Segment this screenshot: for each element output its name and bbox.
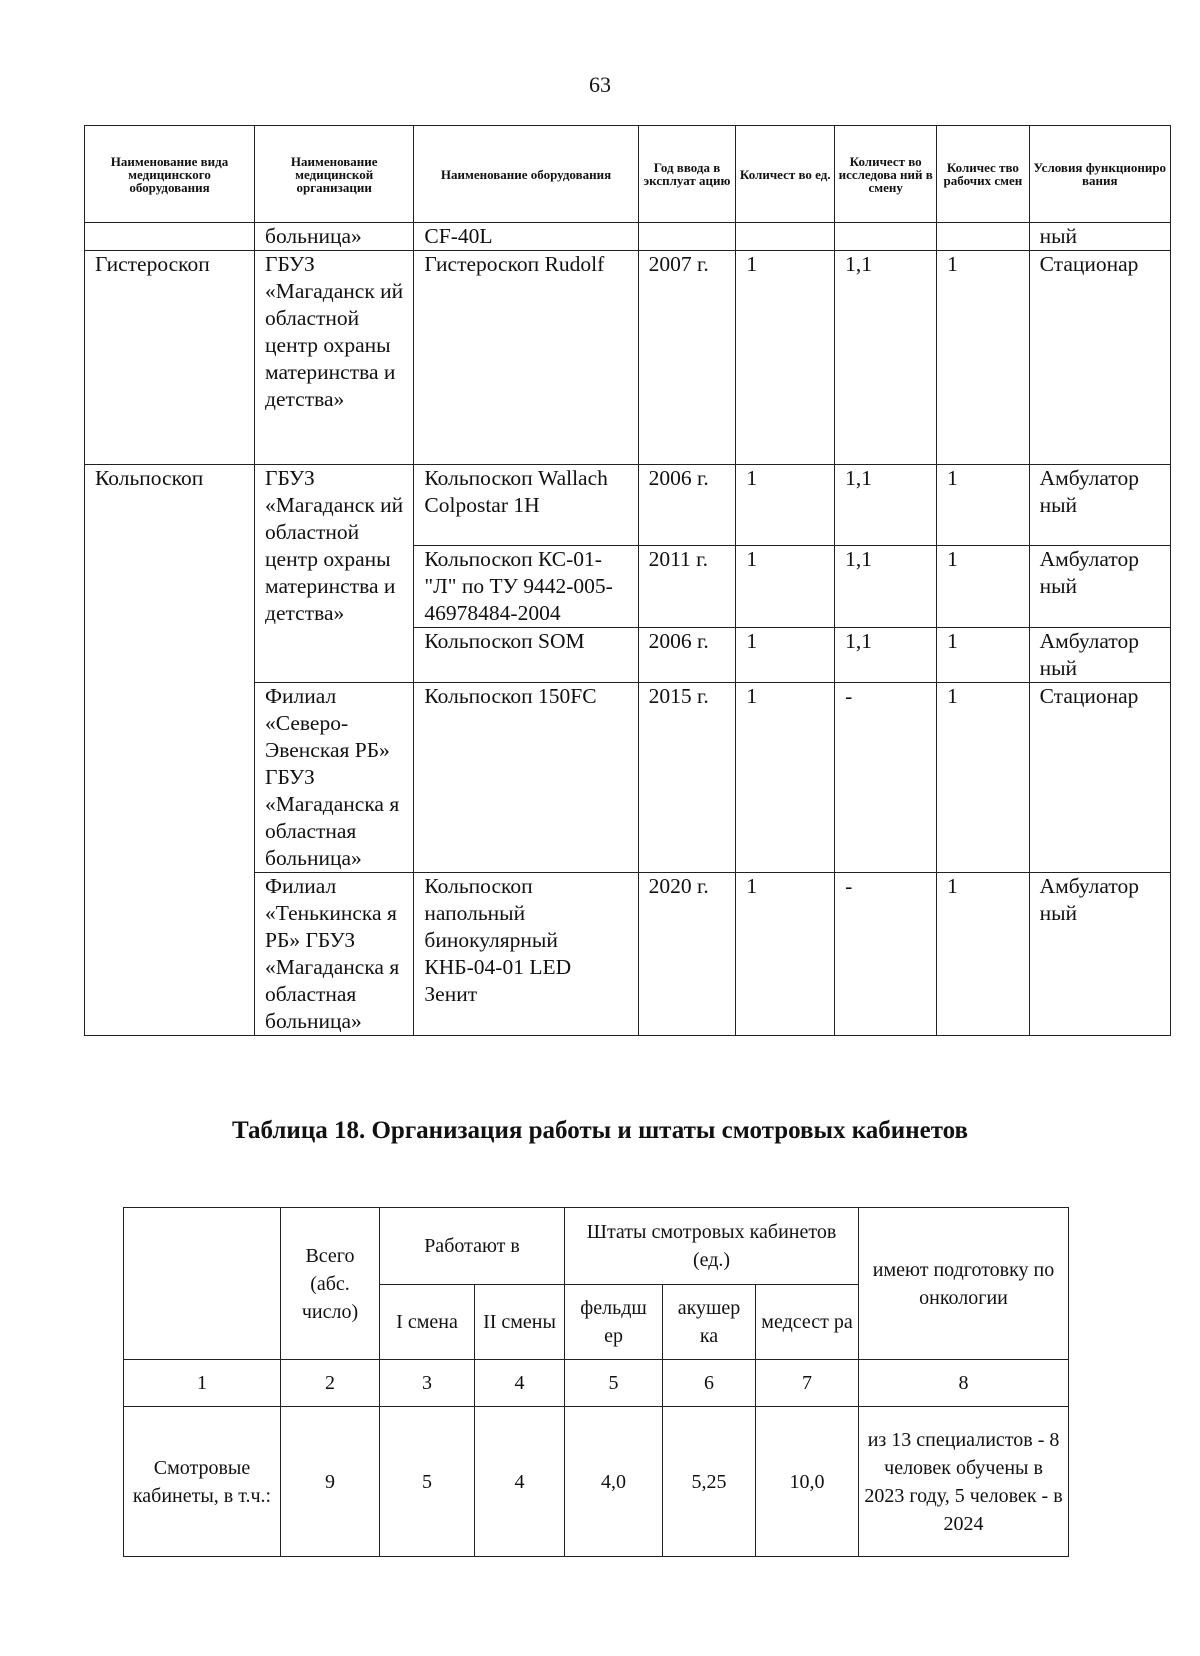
header-cell: Наименование оборудования (414, 126, 638, 223)
table-cell: Кольпоскоп (85, 465, 255, 1036)
header-cell: имеют подготовку по онкологии (859, 1208, 1069, 1360)
table-row (85, 251, 1171, 465)
table-cell: Кольпоскоп 150FC (414, 683, 638, 873)
table-row (85, 223, 1171, 251)
header-cell: Наименование медицинской организации (255, 126, 414, 223)
table-cell: 1,1 (835, 628, 937, 683)
table-cell: Кольпоскоп напольный бинокулярный КНБ-04-01 LED Зенит (414, 873, 638, 1036)
table-cell: 8 (859, 1360, 1069, 1407)
table-cell: ный (1029, 223, 1170, 251)
table-cell: 2006 г. (638, 465, 736, 546)
header-cell: Год ввода в эксплуат ацию (638, 126, 736, 223)
table-cell: 10,0 (756, 1407, 859, 1557)
table-cell: Филиал «Тенькинска я РБ» ГБУЗ «Магаданска я областная больница» (255, 873, 414, 1036)
table-cell: 1,1 (835, 251, 937, 465)
table-cell: ГБУЗ «Магаданск ий областной центр охраны материнства и детства» (255, 465, 414, 683)
table-cell: 5 (380, 1407, 475, 1557)
table-cell: больница» (255, 223, 414, 251)
table-cell: Амбулатор ный (1029, 465, 1170, 546)
table-cell: 2007 г. (638, 251, 736, 465)
header-cell: акушер ка (663, 1285, 756, 1360)
table-cell: 3 (380, 1360, 475, 1407)
table-cell: 9 (281, 1407, 380, 1557)
table-cell: 1,1 (835, 465, 937, 546)
table-cell: 1,1 (835, 546, 937, 628)
table-cell: 1 (736, 683, 835, 873)
table-cell: 1 (736, 628, 835, 683)
table-cell: 2015 г. (638, 683, 736, 873)
table-cell: Стационар (1029, 683, 1170, 873)
table-cell (937, 223, 1029, 251)
table-header-row (85, 126, 1171, 223)
table-cell (835, 223, 937, 251)
header-cell: II смены (475, 1285, 565, 1360)
table-cell: 1 (937, 465, 1029, 546)
table-cell: 2020 г. (638, 873, 736, 1036)
table-cell: Кольпоскоп Wallach Colpostar 1H (414, 465, 638, 546)
table-cell: Филиал «Северо-Эвенская РБ» ГБУЗ «Магаданска я областная больница» (255, 683, 414, 873)
table-cell (736, 223, 835, 251)
equipment-table (84, 125, 1171, 1036)
table-cell: 1 (736, 465, 835, 546)
table-cell: 1 (124, 1360, 281, 1407)
table-cell: ГБУЗ «Магаданск ий областной центр охраны материнства и детства» (255, 251, 414, 465)
table-cell: 1 (937, 873, 1029, 1036)
table-cell: Амбулатор ный (1029, 628, 1170, 683)
table-cell: 1 (937, 683, 1029, 873)
header-cell: Всего (абс. число) (281, 1208, 380, 1360)
table-cell (638, 223, 736, 251)
table-cell: Гистероскоп Rudolf (414, 251, 638, 465)
table-header-row (124, 1208, 1069, 1285)
table-cell: Гистероскоп (85, 251, 255, 465)
exam-rooms-table (123, 1207, 1069, 1557)
header-cell: I смена (380, 1285, 475, 1360)
table-cell: Смотровые кабинеты, в т.ч.: (124, 1407, 281, 1557)
page-number: 63 (589, 72, 611, 97)
table-cell: 1 (736, 546, 835, 628)
table-cell: 1 (937, 251, 1029, 465)
table-cell: - (835, 873, 937, 1036)
header-cell: Наименование вида медицинского оборудования (85, 126, 255, 223)
header-cell: Количес тво рабочих смен (937, 126, 1029, 223)
table-cell: Стационар (1029, 251, 1170, 465)
table-cell: 2 (281, 1360, 380, 1407)
table-cell: 4,0 (565, 1407, 663, 1557)
table-cell: 5,25 (663, 1407, 756, 1557)
table-row (85, 465, 1171, 546)
table-cell: 1 (937, 546, 1029, 628)
header-cell (124, 1208, 281, 1360)
table-title: Таблица 18. Организация работы и штаты смотровых кабинетов (231, 1117, 969, 1144)
table-cell: CF-40L (414, 223, 638, 251)
table-cell: 2011 г. (638, 546, 736, 628)
table-cell: Кольпоскоп SOM (414, 628, 638, 683)
table-cell: Амбулатор ный (1029, 873, 1170, 1036)
table-cell: 1 (736, 873, 835, 1036)
table-cell: 2006 г. (638, 628, 736, 683)
table-cell: из 13 специалистов - 8 человек обучены в 2023 году, 5 человек - в 2024 (859, 1407, 1069, 1557)
header-cell: Количест во исследова ний в смену (835, 126, 937, 223)
header-cell: медсест ра (756, 1285, 859, 1360)
table-cell: Амбулатор ный (1029, 546, 1170, 628)
table-row (124, 1407, 1069, 1557)
table-cell: - (835, 683, 937, 873)
table-cell: 4 (475, 1360, 565, 1407)
table-cell: 6 (663, 1360, 756, 1407)
table-cell (85, 223, 255, 251)
header-cell: Штаты смотровых кабинетов (ед.) (565, 1208, 859, 1285)
table-cell: 1 (937, 628, 1029, 683)
table-row (124, 1360, 1069, 1407)
header-cell: Условия функциониро вания (1029, 126, 1170, 223)
table-cell: 4 (475, 1407, 565, 1557)
header-cell: Количест во ед. (736, 126, 835, 223)
header-cell: фельдш ер (565, 1285, 663, 1360)
table-cell: Кольпоскоп КС-01-"Л" по ТУ 9442-005-46978484-2004 (414, 546, 638, 628)
table-cell: 7 (756, 1360, 859, 1407)
table-cell: 5 (565, 1360, 663, 1407)
header-cell: Работают в (380, 1208, 565, 1285)
table-cell: 1 (736, 251, 835, 465)
